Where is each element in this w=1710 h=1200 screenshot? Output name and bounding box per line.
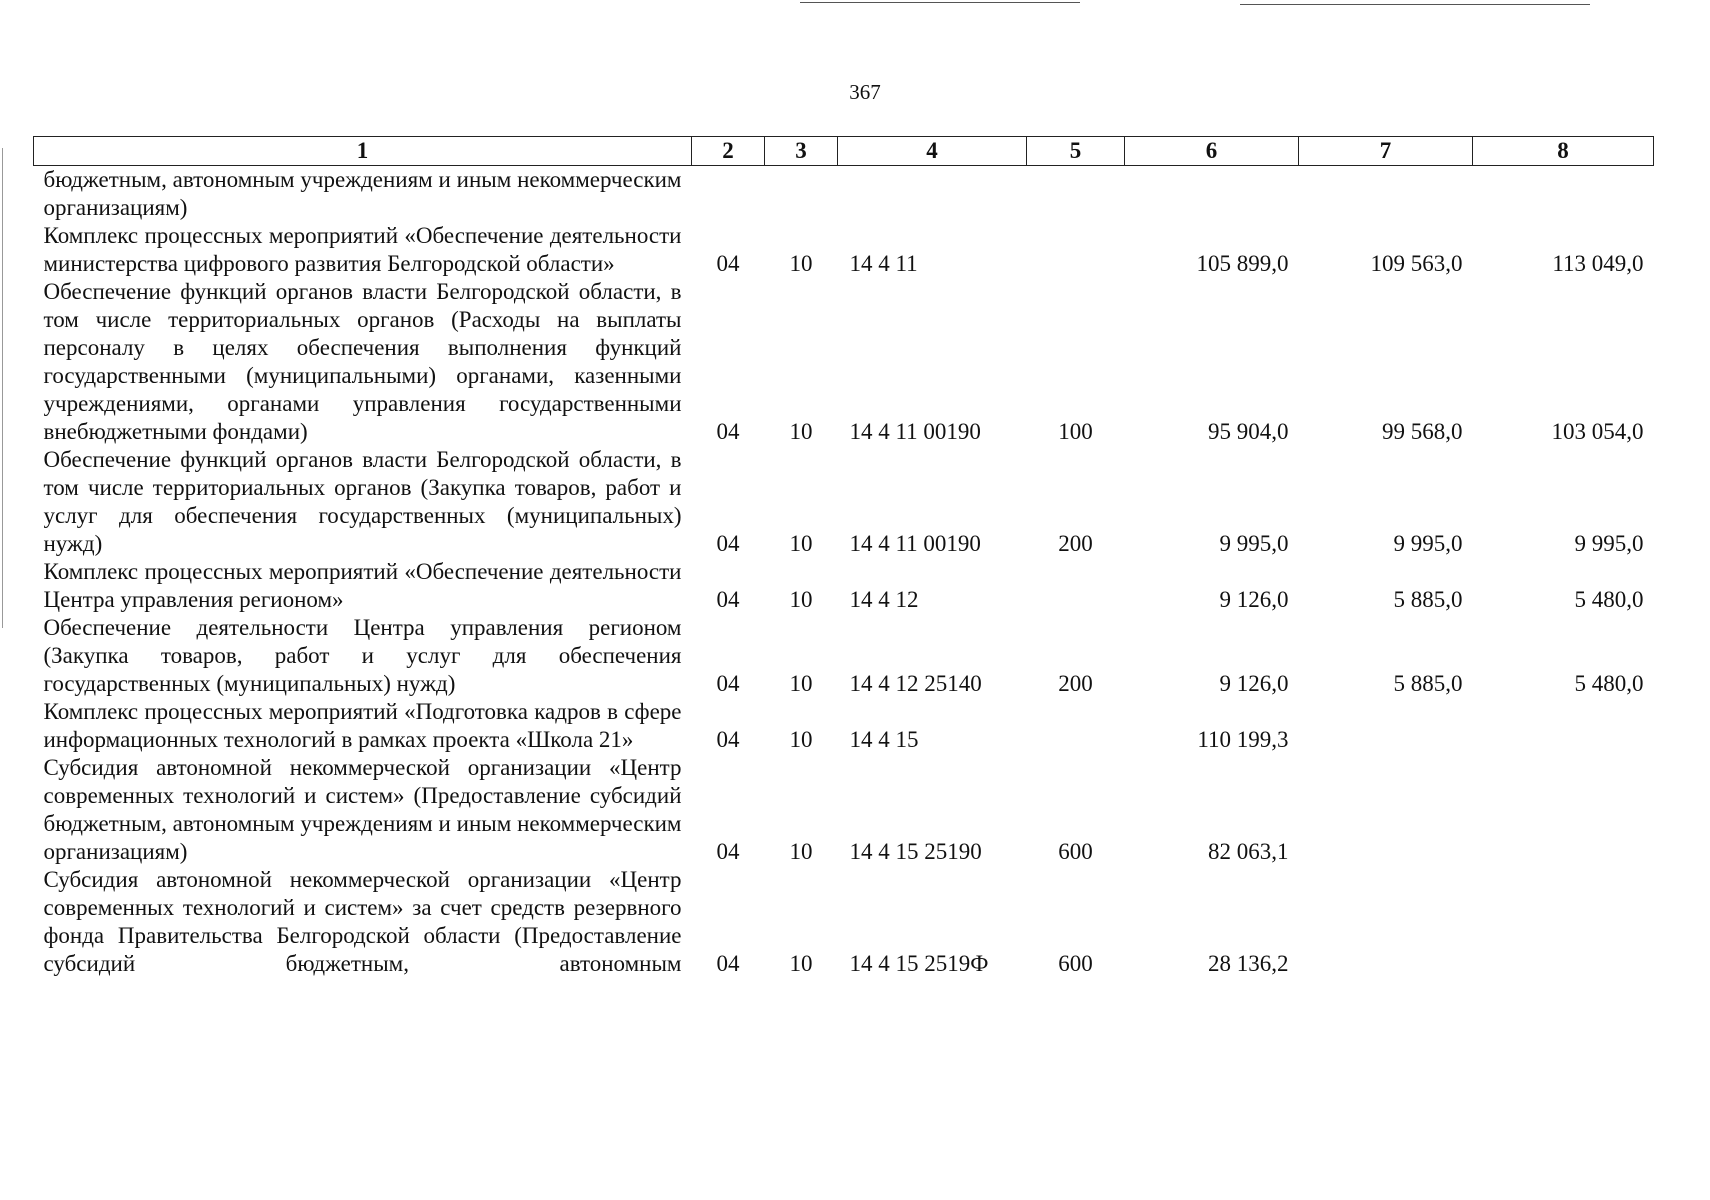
cell-description: Комплекс процессных мероприятий «Подготовка кадров в сфере информационных технологий в рамках проекта «Школа 21»: [43, 699, 682, 752]
cell-amount-year-2: [1299, 166, 1473, 223]
table-row: [34, 278, 1654, 446]
cell-expense-type: [1027, 222, 1125, 278]
header-col-8: 8: [1473, 137, 1654, 166]
cell-amount-year-1: 110 199,3: [1197, 727, 1289, 752]
cell-section: [692, 166, 765, 223]
header-col-5: 5: [1027, 137, 1125, 166]
cell-amount-year-2: 9 995,0: [1393, 531, 1463, 556]
cell-expense-type: [1027, 558, 1125, 614]
cell-amount-year-2: 5 885,0: [1393, 587, 1463, 612]
cell-amount-year-3: 113 049,0: [1552, 251, 1644, 276]
cell-amount-year-2: [1299, 698, 1473, 754]
cell-expense-type: [1027, 698, 1125, 754]
cell-description: бюджетным, автономным учреждениям и иным некоммерческим организациям): [43, 167, 682, 220]
cell-target-article: 14 4 15: [849, 727, 919, 752]
header-col-2: 2: [692, 137, 765, 166]
cell-section: 04: [716, 839, 740, 864]
cell-amount-year-3: [1473, 754, 1654, 866]
cell-amount-year-3: [1473, 866, 1654, 978]
cell-subsection: 10: [789, 587, 813, 612]
cell-amount-year-1: 9 126,0: [1219, 671, 1289, 696]
table-row: [34, 866, 1654, 978]
cell-subsection: 10: [789, 419, 813, 444]
cell-section: 04: [716, 727, 740, 752]
cell-expense-type: 200: [1058, 671, 1093, 696]
header-col-1: 1: [34, 137, 692, 166]
cell-amount-year-1: [1125, 166, 1299, 223]
cell-section: 04: [716, 951, 740, 976]
cell-amount-year-1: 105 899,0: [1196, 251, 1289, 276]
cell-target-article: 14 4 11: [849, 251, 918, 276]
cell-section: 04: [716, 251, 740, 276]
cell-description: Субсидия автономной некоммерческой организации «Центр современных технологий и систем» (Предоставление субсидий бюджетным, автономным учреждениям и иным некоммерческим организациям): [43, 755, 682, 864]
scan-artifact-line: [800, 2, 1080, 3]
cell-amount-year-2: 109 563,0: [1370, 251, 1463, 276]
budget-table: [33, 136, 1654, 978]
cell-expense-type: 600: [1058, 839, 1093, 864]
header-col-3: 3: [765, 137, 838, 166]
cell-subsection: 10: [789, 671, 813, 696]
header-col-4: 4: [838, 137, 1027, 166]
cell-description: Комплекс процессных мероприятий «Обеспечение деятельности министерства цифрового развития Белгородской области»: [43, 223, 682, 276]
cell-expense-type: [1027, 166, 1125, 223]
cell-section: 04: [716, 419, 740, 444]
cell-target-article: [838, 166, 1027, 223]
cell-amount-year-2: [1299, 754, 1473, 866]
header-col-7: 7: [1299, 137, 1473, 166]
cell-amount-year-2: 99 568,0: [1382, 419, 1463, 444]
cell-amount-year-1: 9 995,0: [1219, 531, 1289, 556]
table-row: [34, 698, 1654, 754]
cell-expense-type: 100: [1058, 419, 1093, 444]
cell-target-article: 14 4 11 00190: [849, 531, 981, 556]
cell-description: Комплекс процессных мероприятий «Обеспечение деятельности Центра управления регионом»: [43, 559, 682, 612]
cell-expense-type: 600: [1058, 951, 1093, 976]
cell-subsection: 10: [789, 727, 813, 752]
table-row: [34, 446, 1654, 558]
table-header-row: [34, 137, 1654, 166]
cell-target-article: 14 4 12 25140: [849, 671, 982, 696]
cell-section: 04: [716, 587, 740, 612]
cell-description: Субсидия автономной некоммерческой организации «Центр современных технологий и систем» за счет средств резервного фонда Правительства Белгородской области (Предоставление субсидий бюджетным, автономным: [43, 867, 682, 976]
cell-amount-year-3: 5 480,0: [1574, 587, 1644, 612]
cell-target-article: 14 4 12: [849, 587, 919, 612]
cell-amount-year-2: 5 885,0: [1393, 671, 1463, 696]
page-number: 367: [849, 80, 881, 104]
table-body: [34, 166, 1654, 979]
cell-description: Обеспечение функций органов власти Белгородской области, в том числе территориальных органов (Закупка товаров, работ и услуг для обеспечения государственных (муниципальных) нужд): [43, 447, 682, 556]
cell-subsection: [765, 166, 838, 223]
cell-amount-year-1: 82 063,1: [1208, 839, 1289, 864]
cell-subsection: 10: [789, 839, 813, 864]
table-row: [34, 614, 1654, 698]
cell-subsection: 10: [789, 531, 813, 556]
cell-amount-year-1: 9 126,0: [1219, 587, 1289, 612]
scan-artifact-margin: [2, 148, 3, 628]
table-row: [34, 558, 1654, 614]
cell-amount-year-3: [1473, 698, 1654, 754]
cell-description: Обеспечение функций органов власти Белгородской области, в том числе территориальных органов (Расходы на выплаты персоналу в целях обеспечения выполнения функций государственными (муниципальными) органами, казенными учреждениями, органами управления государственными внебюджетными фондами): [43, 279, 682, 444]
cell-target-article: 14 4 11 00190: [849, 419, 981, 444]
cell-section: 04: [716, 671, 740, 696]
table-row: [34, 166, 1654, 223]
header-col-6: 6: [1125, 137, 1299, 166]
cell-expense-type: 200: [1058, 531, 1093, 556]
cell-amount-year-3: [1473, 166, 1654, 223]
cell-amount-year-3: 5 480,0: [1574, 671, 1644, 696]
scan-artifact-line: [1240, 4, 1590, 5]
table-row: [34, 754, 1654, 866]
cell-section: 04: [716, 531, 740, 556]
cell-amount-year-1: 95 904,0: [1208, 419, 1289, 444]
cell-target-article: 14 4 15 25190: [849, 839, 982, 864]
cell-amount-year-2: [1299, 866, 1473, 978]
cell-amount-year-3: 9 995,0: [1574, 531, 1644, 556]
table-row: [34, 222, 1654, 278]
cell-subsection: 10: [789, 951, 813, 976]
cell-target-article: 14 4 15 2519Ф: [849, 951, 989, 976]
cell-amount-year-3: 103 054,0: [1551, 419, 1644, 444]
cell-subsection: 10: [789, 251, 813, 276]
cell-amount-year-1: 28 136,2: [1208, 951, 1289, 976]
cell-description: Обеспечение деятельности Центра управления регионом (Закупка товаров, работ и услуг для обеспечения государственных (муниципальных) нужд): [43, 615, 682, 696]
